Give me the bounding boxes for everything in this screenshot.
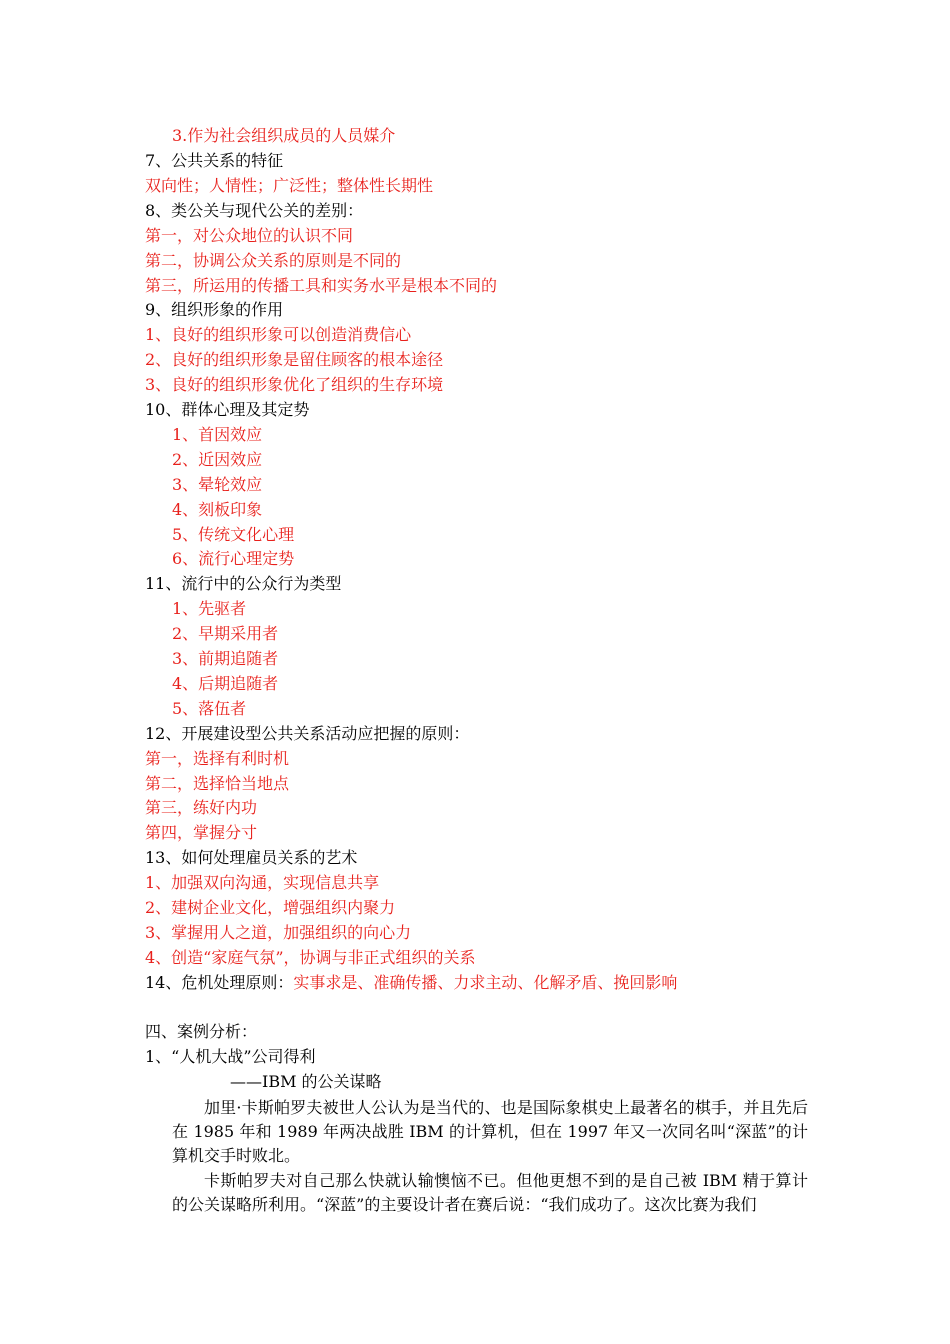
answer-line: 3、掌握用人之道，加强组织的向心力 bbox=[145, 923, 412, 942]
answer-line: 3、良好的组织形象优化了组织的生存环境 bbox=[145, 375, 444, 394]
answer-line: 第三，所运用的传播工具和实务水平是根本不同的 bbox=[145, 276, 498, 295]
answer-line: 第一，对公众地位的认识不同 bbox=[145, 226, 354, 245]
question-label: 14、危机处理原则： bbox=[145, 973, 294, 992]
answer-line: 4、刻板印象 bbox=[172, 500, 263, 519]
section-heading: 四、案例分析： bbox=[145, 1022, 258, 1041]
question-heading: 12、开展建设型公共关系活动应把握的原则： bbox=[145, 724, 470, 743]
answer-line: 第二，选择恰当地点 bbox=[145, 774, 290, 793]
question-heading-with-answer bbox=[145, 973, 677, 993]
answer-line: 1、先驱者 bbox=[172, 599, 247, 618]
answer-line: 第一，选择有利时机 bbox=[145, 749, 290, 768]
answer-line: 2、良好的组织形象是留住顾客的根本途径 bbox=[145, 350, 444, 369]
answer-line: 6、流行心理定势 bbox=[172, 549, 295, 568]
answer-line: 2、近因效应 bbox=[172, 450, 263, 469]
question-heading: 9、组织形象的作用 bbox=[145, 300, 284, 319]
answer-line: 1、良好的组织形象可以创造消费信心 bbox=[145, 325, 412, 344]
body-paragraph: 加里·卡斯帕罗夫被世人公认为是当代的、也是国际象棋史上最著名的棋手，并且先后在 1985 年和 1989 年两决战胜 IBM 的计算机，但在 1997 年又一次同名叫“深蓝”的计算机交手时败北。 bbox=[172, 1098, 808, 1165]
answer-line: 4、创造“家庭气氛”，协调与非正式组织的关系 bbox=[145, 948, 476, 967]
question-heading: 11、流行中的公众行为类型 bbox=[145, 574, 342, 593]
answer-line: 5、传统文化心理 bbox=[172, 525, 295, 544]
case-subtitle: ——IBM 的公关谋略 bbox=[230, 1072, 382, 1091]
question-heading: 8、类公关与现代公关的差别： bbox=[145, 201, 364, 220]
answer-line: 1、加强双向沟通，实现信息共享 bbox=[145, 873, 380, 892]
question-heading: 10、群体心理及其定势 bbox=[145, 400, 310, 419]
body-paragraph: 卡斯帕罗夫对自己那么快就认输懊恼不已。但他更想不到的是自己被 IBM 精于算计的公关谋略所利用。“深蓝”的主要设计者在赛后说：“我们成功了。这次比赛为我们 bbox=[172, 1171, 808, 1214]
answer-line: 1、首因效应 bbox=[172, 425, 263, 444]
answer-line: 2、建树企业文化，增强组织内聚力 bbox=[145, 898, 396, 917]
answer-inline: 实事求是、准确传播、力求主动、化解矛盾、挽回影响 bbox=[293, 973, 678, 992]
answer-line: 3.作为社会组织成员的人员媒介 bbox=[172, 126, 396, 145]
answer-line: 第四，掌握分寸 bbox=[145, 823, 258, 842]
answer-line: 3、前期追随者 bbox=[172, 649, 279, 668]
answer-line: 第二，协调公众关系的原则是不同的 bbox=[145, 251, 402, 270]
answer-line: 第三，练好内功 bbox=[145, 798, 258, 817]
question-heading: 13、如何处理雇员关系的艺术 bbox=[145, 848, 358, 867]
answer-line: 4、后期追随者 bbox=[172, 674, 279, 693]
answer-line: 3、晕轮效应 bbox=[172, 475, 263, 494]
question-heading: 7、公共关系的特征 bbox=[145, 151, 284, 170]
answer-line: 双向性；人情性；广泛性；整体性长期性 bbox=[145, 176, 434, 195]
answer-line: 5、落伍者 bbox=[172, 699, 247, 718]
answer-line: 2、早期采用者 bbox=[172, 624, 279, 643]
case-title: 1、“人机大战”公司得利 bbox=[145, 1047, 316, 1066]
